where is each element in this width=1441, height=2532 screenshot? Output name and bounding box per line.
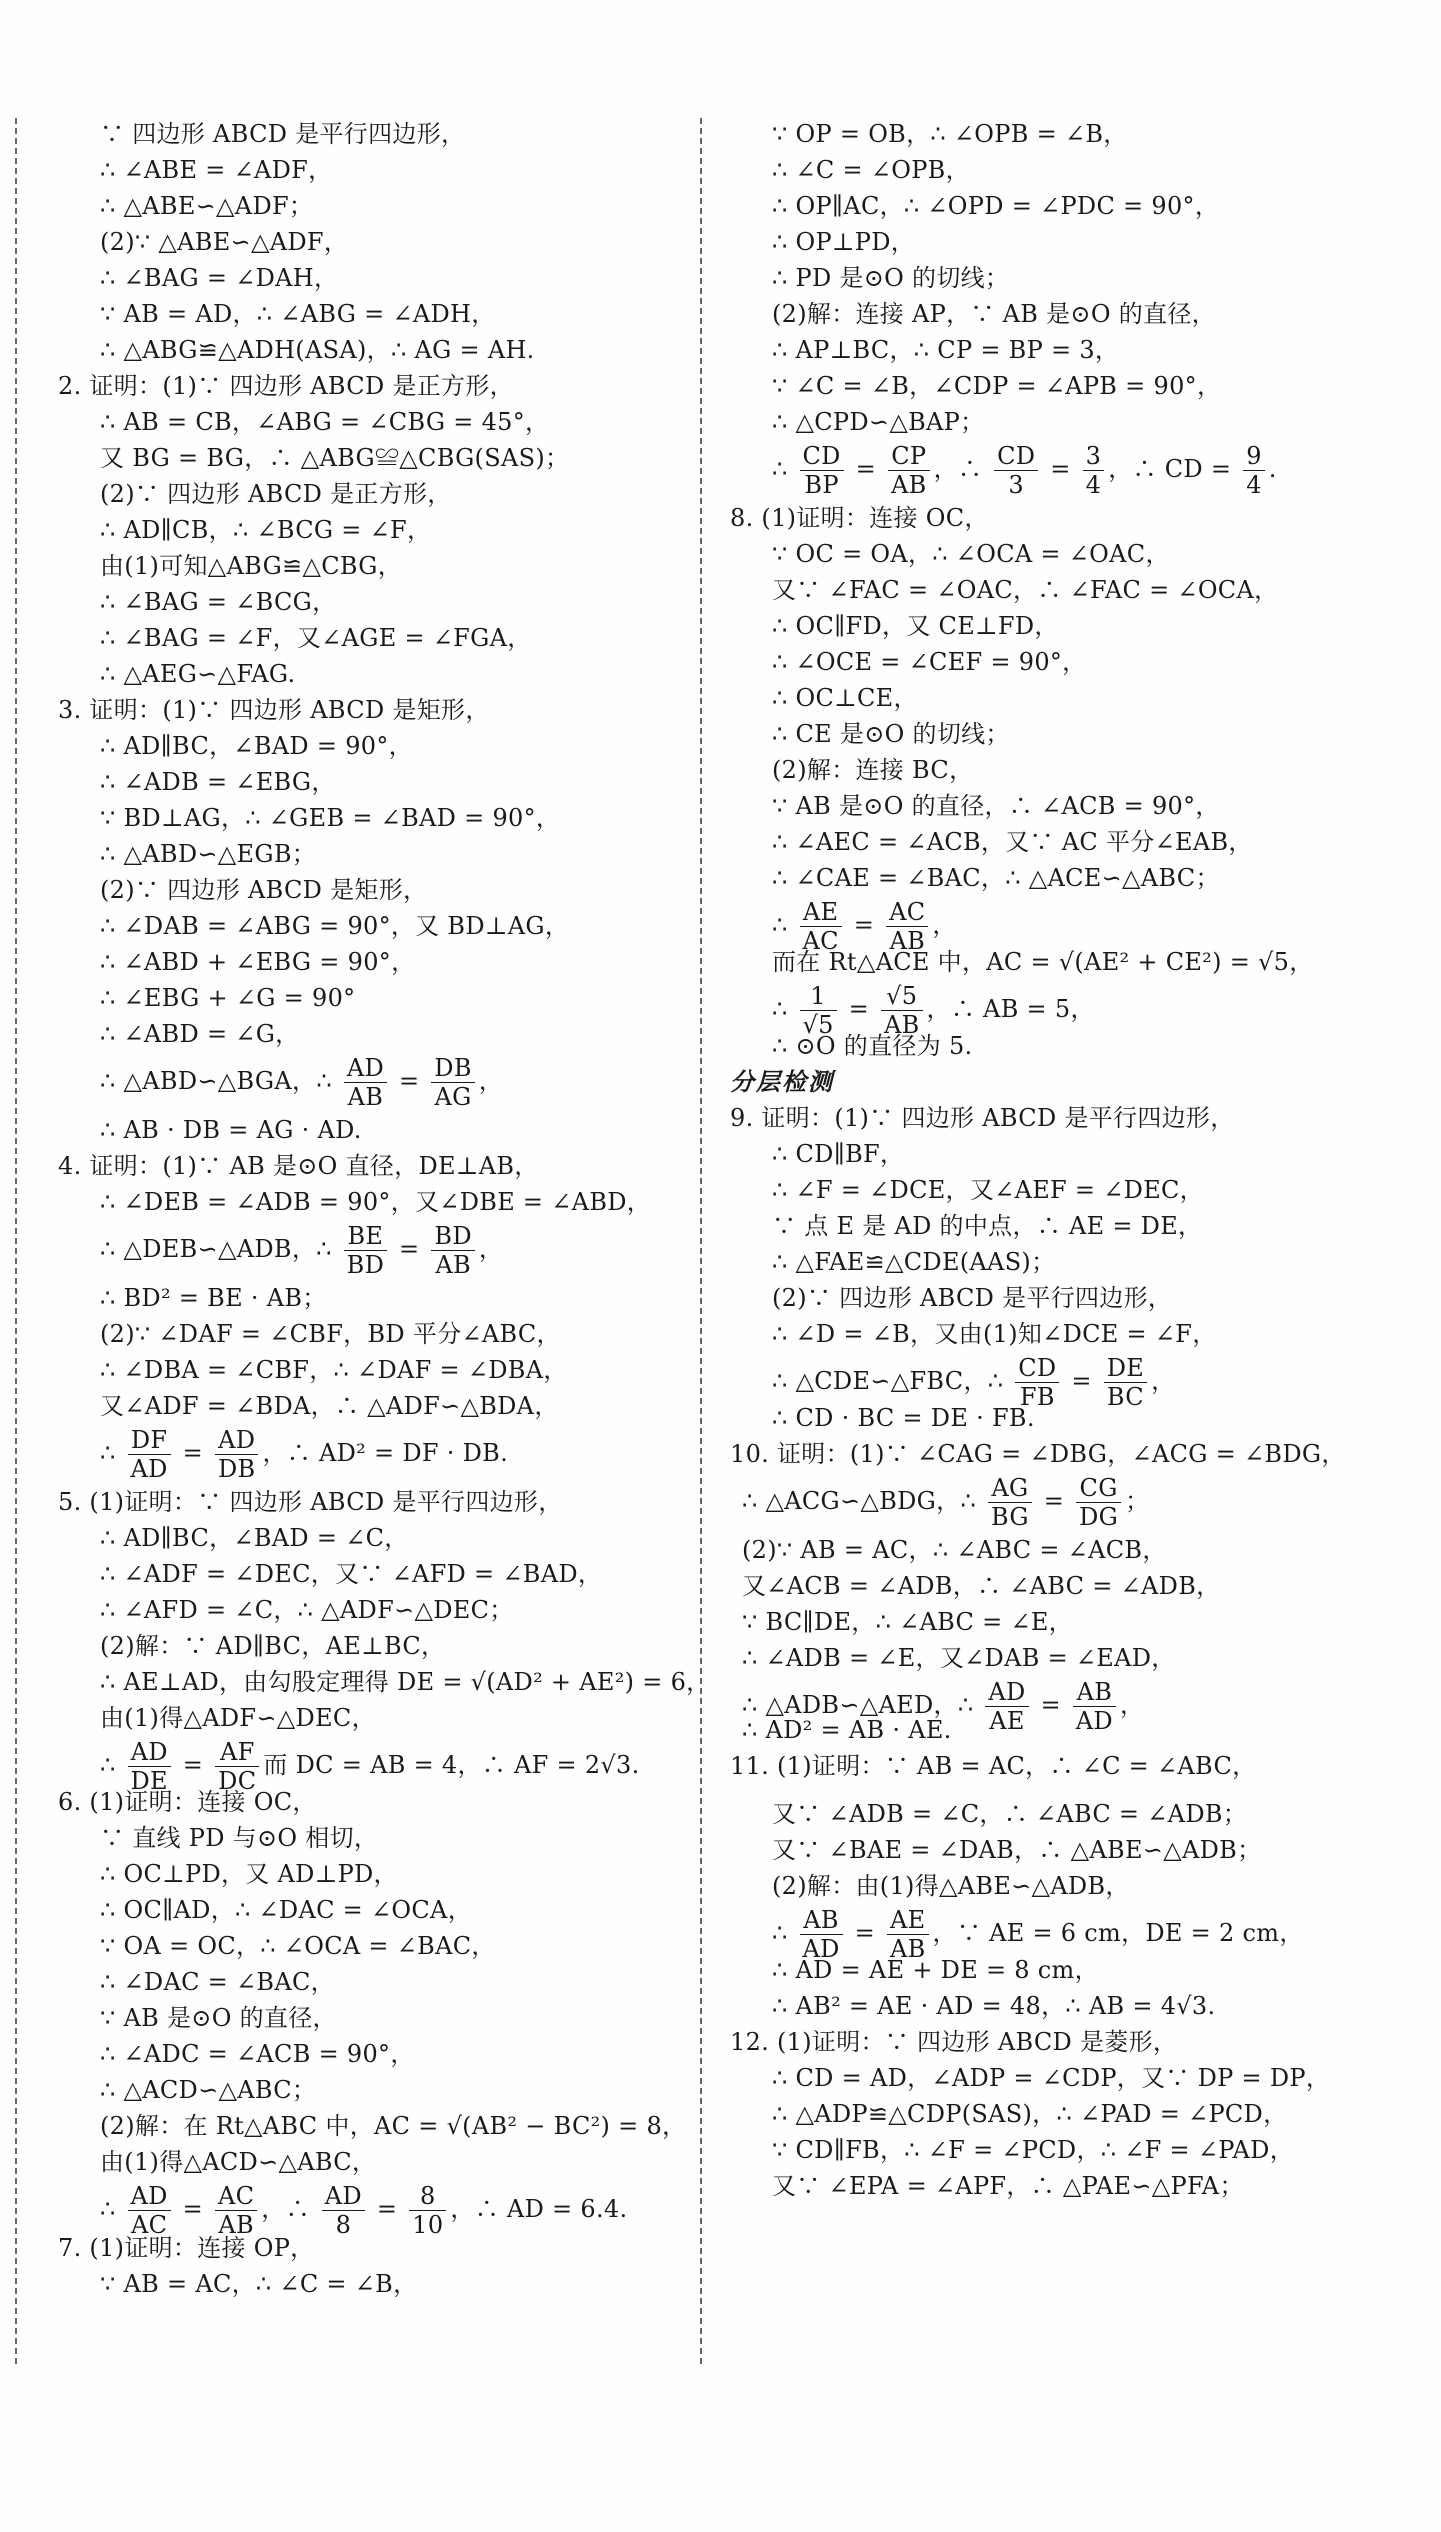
solution-line: ∴ ∠ADB = ∠E，又∠DAB = ∠EAD， — [742, 1644, 1176, 1672]
solution-line: ∴ CD · BC = DE · FB. — [772, 1404, 1035, 1432]
solution-line: 2. 证明：(1)∵ 四边形 ABCD 是正方形， — [58, 372, 514, 400]
solution-line: ∴ △ADB∽△AED，∴ $\frac{AD}{AE}$ = $\frac{AB}{AD}$ ， — [742, 1678, 1145, 1735]
solution-line: 12. (1)证明：∵ 四边形 ABCD 是菱形， — [730, 2028, 1178, 2056]
solution-line: ∴ $\frac{CD}{BP}$ = $\frac{CP}{AB}$ ，∴ $\frac{CD}{3}$ = $\frac{3}{4}$ ，∴ CD = $\frac{9}{4}$ . — [772, 442, 1277, 499]
solution-line: ∴ OC⊥CE， — [772, 684, 918, 712]
solution-line: ∴ ⊙O 的直径为 5. — [772, 1032, 973, 1060]
solution-line: ∴ $\frac{AE}{AC}$ = $\frac{AC}{AB}$ ， — [772, 898, 957, 955]
solution-line: (2)解：连接 BC， — [772, 756, 974, 784]
solution-line: ∴ ∠BAG = ∠DAH， — [100, 264, 339, 292]
solution-line: (2)∵ △ABE∽△ADF， — [100, 228, 349, 256]
solution-line: ∴ △AEG∽△FAG. — [100, 660, 296, 688]
solution-line: ∴ OC⊥PD，又 AD⊥PD， — [100, 1860, 398, 1888]
solution-line: ∴ △ACG∽△BDG，∴ $\frac{AG}{BG}$ = $\frac{CG}{DG}$ ； — [742, 1474, 1150, 1531]
fraction: $\frac{8}{10}$ — [409, 2182, 446, 2239]
fraction: $\frac{AD}{DE}$ — [128, 1738, 171, 1795]
solution-line: ∴ CD = AD，∠ADP = ∠CDP，又∵ DP = DP， — [772, 2064, 1331, 2092]
solution-line: 又∵ ∠FAC = ∠OAC，∴ ∠FAC = ∠OCA， — [772, 576, 1279, 604]
fraction: $\frac{CD}{BP}$ — [800, 442, 844, 499]
solution-line: ∴ $\frac{AB}{AD}$ = $\frac{AE}{AB}$ ，∵ AE = 6 cm，DE = 2 cm， — [772, 1906, 1304, 1963]
solution-line: ∴ ∠BAG = ∠BCG， — [100, 588, 337, 616]
fraction: $\frac{AE}{AC}$ — [800, 898, 842, 955]
solution-line: ∴ ∠ABD + ∠EBG = 90°， — [100, 948, 416, 976]
solution-line: (2)∵ 四边形 ABCD 是平行四边形， — [772, 1284, 1173, 1312]
solution-line: ∴ ∠F = ∠DCE，又∠AEF = ∠DEC， — [772, 1176, 1204, 1204]
solution-line: ∴ ∠ABE = ∠ADF， — [100, 156, 333, 184]
solution-line: (2)解：∵ AD∥BC，AE⊥BC， — [100, 1632, 446, 1660]
solution-line: ∴ $\frac{AD}{AC}$ = $\frac{AC}{AB}$ ，∴ $\frac{AD}{8}$ = $\frac{8}{10}$ ，∴ AD = 6.4. — [100, 2182, 628, 2239]
solution-line: ∴ ∠DEB = ∠ADB = 90°，又∠DBE = ∠ABD， — [100, 1188, 652, 1216]
fraction: $\frac{AE}{AB}$ — [887, 1906, 929, 1963]
solution-line: (2)解：由(1)得△ABE∽△ADB， — [772, 1872, 1130, 1900]
fraction: $\frac{AC}{AB}$ — [886, 898, 928, 955]
solution-line: ∵ OP = OB，∴ ∠OPB = ∠B， — [772, 120, 1128, 148]
solution-line: ∴ △ACD∽△ABC； — [100, 2076, 317, 2104]
fraction: $\frac{AC}{AB}$ — [215, 2182, 257, 2239]
solution-line: ∴ AB = CB，∠ABG = ∠CBG = 45°， — [100, 408, 550, 436]
fraction: $\frac{BE}{BD}$ — [344, 1222, 387, 1279]
solution-line: 又 BG = BG，∴ △ABG≌△CBG(SAS)； — [100, 444, 570, 472]
solution-line: ∵ OC = OA，∴ ∠OCA = ∠OAC， — [772, 540, 1170, 568]
solution-line: ∴ △DEB∽△ADB，∴ $\frac{BE}{BD}$ = $\frac{BD}{AB}$ ， — [100, 1222, 504, 1279]
fraction: $\frac{AD}{AE}$ — [985, 1678, 1028, 1735]
solution-line: ∴ $\frac{AD}{DE}$ = $\frac{AF}{DC}$ 而 DC = AB = 4，∴ AF = 2√3. — [100, 1738, 640, 1795]
solution-line: ∵ OA = OC，∴ ∠OCA = ∠BAC， — [100, 1932, 496, 1960]
solution-line: ∵ 四边形 ABCD 是平行四边形， — [100, 120, 466, 148]
solution-line: ∴ ∠DAB = ∠ABG = 90°，又 BD⊥AG， — [100, 912, 570, 940]
solution-line: 又∠ADF = ∠BDA，∴ △ADF∽△BDA， — [100, 1392, 559, 1420]
fraction: $\frac{9}{4}$ — [1243, 442, 1265, 499]
solution-line: ∴ $\frac{1}{√5}$ = $\frac{√5}{AB}$ ，∴ AB = 5， — [772, 982, 1095, 1039]
solution-line: 9. 证明：(1)∵ 四边形 ABCD 是平行四边形， — [730, 1104, 1235, 1132]
solution-line: 7. (1)证明：连接 OP， — [58, 2234, 315, 2262]
solution-line: ∵ AB 是⊙O 的直径，∴ ∠ACB = 90°， — [772, 792, 1220, 820]
solution-line: 又∵ ∠EPA = ∠APF，∴ △PAE∽△PFA； — [772, 2172, 1244, 2200]
fraction: $\frac{1}{√5}$ — [800, 982, 837, 1039]
fraction: $\frac{DB}{AG}$ — [431, 1054, 474, 1111]
fraction: $\frac{AB}{AD}$ — [1073, 1678, 1116, 1735]
solution-line: 又∠ACB = ∠ADB，∴ ∠ABC = ∠ADB， — [742, 1572, 1221, 1600]
solution-line: ∴ ∠EBG + ∠G = 90° — [100, 984, 356, 1012]
solution-line: ∴ △CDE∽△FBC，∴ $\frac{CD}{FB}$ = $\frac{DE}{BC}$ ， — [772, 1354, 1176, 1411]
solution-line: ∴ ∠ADC = ∠ACB = 90°， — [100, 2040, 415, 2068]
solution-line: 又∵ ∠BAE = ∠DAB，∴ △ABE∽△ADB； — [772, 1836, 1262, 1864]
fraction: $\frac{CP}{AB}$ — [888, 442, 930, 499]
fraction: $\frac{BD}{AB}$ — [431, 1222, 474, 1279]
solution-line: ∴ AD² = AB · AE. — [742, 1716, 952, 1744]
fraction: $\frac{AF}{DC}$ — [215, 1738, 259, 1795]
solution-line: ∴ ∠C = ∠OPB， — [772, 156, 970, 184]
solution-line: ∴ AD∥CB，∴ ∠BCG = ∠F， — [100, 516, 432, 544]
solution-line: 6. (1)证明：连接 OC， — [58, 1788, 317, 1816]
solution-line: ∵ BD⊥AG，∴ ∠GEB = ∠BAD = 90°， — [100, 804, 561, 832]
solution-line: ∴ $\frac{DF}{AD}$ = $\frac{AD}{DB}$ ，∴ AD² = DF · DB. — [100, 1426, 509, 1483]
solution-line: ∴ CE 是⊙O 的切线； — [772, 720, 1010, 748]
solution-line: 11. (1)证明：∵ AB = AC，∴ ∠C = ∠ABC， — [730, 1752, 1257, 1780]
solution-line: ∵ 直线 PD 与⊙O 相切， — [100, 1824, 379, 1852]
solution-line: 而在 Rt△ACE 中，AC = √(AE² + CE²) = √5， — [772, 948, 1314, 976]
fraction: $\frac{AG}{BG}$ — [988, 1474, 1032, 1531]
solution-line: ∴ △ADP≌△CDP(SAS)，∴ ∠PAD = ∠PCD， — [772, 2100, 1288, 2128]
solution-line: (2)解：连接 AP，∵ AB 是⊙O 的直径， — [772, 300, 1216, 328]
solution-line: ∴ ∠DAC = ∠BAC， — [100, 1968, 335, 1996]
fraction: $\frac{DF}{AD}$ — [128, 1426, 171, 1483]
solution-line: ∵ AB = AC，∴ ∠C = ∠B， — [100, 2270, 418, 2298]
solution-line: ∴ △FAE≌△CDE(AAS)； — [772, 1248, 1056, 1276]
column-divider — [700, 118, 702, 2364]
solution-line: 8. (1)证明：连接 OC， — [730, 504, 989, 532]
solution-line: 10. 证明：(1)∵ ∠CAG = ∠DBG，∠ACG = ∠BDG， — [730, 1440, 1346, 1468]
solution-line: ∴ BD² = BE · AB； — [100, 1284, 327, 1312]
fraction: $\frac{3}{4}$ — [1083, 442, 1105, 499]
solution-line: ∴ ∠D = ∠B，又由(1)知∠DCE = ∠F， — [772, 1320, 1217, 1348]
solution-line: 由(1)得△ADF∽△DEC， — [100, 1704, 376, 1732]
fraction: $\frac{AD}{AC}$ — [128, 2182, 171, 2239]
solution-line: ∴ AB² = AE · AD = 48，∴ AB = 4√3. — [772, 1992, 1216, 2020]
solution-line: (2)∵ AB = AC，∴ ∠ABC = ∠ACB， — [742, 1536, 1167, 1564]
solution-line: (2)∵ ∠DAF = ∠CBF，BD 平分∠ABC， — [100, 1320, 561, 1348]
solution-line: ∴ AD∥BC，∠BAD = ∠C， — [100, 1524, 409, 1552]
fraction: $\frac{CD}{3}$ — [994, 442, 1038, 499]
solution-line: ∴ ∠ABD = ∠G， — [100, 1020, 300, 1048]
solution-line: ∴ ∠ADB = ∠EBG， — [100, 768, 336, 796]
solution-line: ∴ △ABD∽△EGB； — [100, 840, 317, 868]
solution-line: ∴ △ABD∽△BGA，∴ $\frac{AD}{AB}$ = $\frac{DB}{AG}$ ， — [100, 1054, 504, 1111]
fraction: $\frac{AD}{8}$ — [322, 2182, 365, 2239]
solution-line: 又∵ ∠ADB = ∠C，∴ ∠ABC = ∠ADB； — [772, 1800, 1248, 1828]
solution-line: 由(1)得△ACD∽△ABC， — [100, 2148, 377, 2176]
solution-line: ∴ ∠CAE = ∠BAC，∴ △ACE∽△ABC； — [772, 864, 1220, 892]
solution-line: ∴ OP∥AC，∴ ∠OPD = ∠PDC = 90°， — [772, 192, 1220, 220]
solution-line: ∴ AD∥BC，∠BAD = 90°， — [100, 732, 413, 760]
solution-line: ∵ CD∥FB，∴ ∠F = ∠PCD，∴ ∠F = ∠PAD， — [772, 2136, 1295, 2164]
solution-line: ∴ ∠AFD = ∠C，∴ △ADF∽△DEC； — [100, 1596, 514, 1624]
solution-line: ∴ ∠ADF = ∠DEC，又∵ ∠AFD = ∠BAD， — [100, 1560, 603, 1588]
fraction: $\frac{AD}{DB}$ — [215, 1426, 258, 1483]
solution-line: ∵ ∠C = ∠B，∠CDP = ∠APB = 90°， — [772, 372, 1222, 400]
solution-line: ∴ OC∥AD，∴ ∠DAC = ∠OCA， — [100, 1896, 472, 1924]
solution-line: ∴ AD = AE + DE = 8 cm， — [772, 1956, 1099, 1984]
solution-line: ∴ OC∥FD，又 CE⊥FD， — [772, 612, 1059, 640]
solution-line: ∴ ∠OCE = ∠CEF = 90°， — [772, 648, 1087, 676]
solution-line: 3. 证明：(1)∵ 四边形 ABCD 是矩形， — [58, 696, 490, 724]
solution-line: ∴ ∠AEC = ∠ACB，又∵ AC 平分∠EAB， — [772, 828, 1253, 856]
solution-line: ∴ ∠BAG = ∠F，又∠AGE = ∠FGA， — [100, 624, 532, 652]
solution-line: 5. (1)证明：∵ 四边形 ABCD 是平行四边形， — [58, 1488, 563, 1516]
solution-line: ∴ AP⊥BC，∴ CP = BP = 3， — [772, 336, 1120, 364]
solution-line: 4. 证明：(1)∵ AB 是⊙O 直径，DE⊥AB， — [58, 1152, 539, 1180]
solution-line: (2)∵ 四边形 ABCD 是矩形， — [100, 876, 428, 904]
solution-line: ∴ ∠DBA = ∠CBF，∴ ∠DAF = ∠DBA， — [100, 1356, 568, 1384]
solution-line: ∴ △ABE∽△ADF； — [100, 192, 314, 220]
fraction: $\frac{CD}{FB}$ — [1015, 1354, 1059, 1411]
left-margin-rule — [15, 118, 17, 2364]
solution-line: ∵ AB = AD，∴ ∠ABG = ∠ADH， — [100, 300, 496, 328]
fraction: $\frac{CG}{DG}$ — [1076, 1474, 1121, 1531]
solution-line: ∵ 点 E 是 AD 的中点，∴ AE = DE， — [772, 1212, 1203, 1240]
solution-line: (2)解：在 Rt△ABC 中，AC = √(AB² − BC²) = 8， — [100, 2112, 687, 2140]
solution-line: ∴ PD 是⊙O 的切线； — [772, 264, 1010, 292]
solution-line: 由(1)可知△ABG≌△CBG， — [100, 552, 403, 580]
solution-line: ∴ △CPD∽△BAP； — [772, 408, 985, 436]
section-heading: 分层检测 — [730, 1068, 834, 1096]
solution-line: ∴ OP⊥PD， — [772, 228, 916, 256]
fraction: $\frac{AD}{AB}$ — [344, 1054, 387, 1111]
solution-line: ∵ AB 是⊙O 的直径， — [100, 2004, 337, 2032]
fraction: $\frac{AB}{AD}$ — [800, 1906, 843, 1963]
solution-line: ∴ CD∥BF， — [772, 1140, 905, 1168]
solution-line: (2)∵ 四边形 ABCD 是正方形， — [100, 480, 452, 508]
fraction: $\frac{DE}{BC}$ — [1104, 1354, 1147, 1411]
fraction: $\frac{√5}{AB}$ — [881, 982, 923, 1039]
solution-line: ∴ AE⊥AD，由勾股定理得 DE = √(AD² + AE²) = 6， — [100, 1668, 711, 1696]
solution-line: ∵ BC∥DE，∴ ∠ABC = ∠E， — [742, 1608, 1073, 1636]
solution-line: ∴ △ABG≌△ADH(ASA)，∴ AG = AH. — [100, 336, 535, 364]
solution-line: ∴ AB · DB = AG · AD. — [100, 1116, 362, 1144]
